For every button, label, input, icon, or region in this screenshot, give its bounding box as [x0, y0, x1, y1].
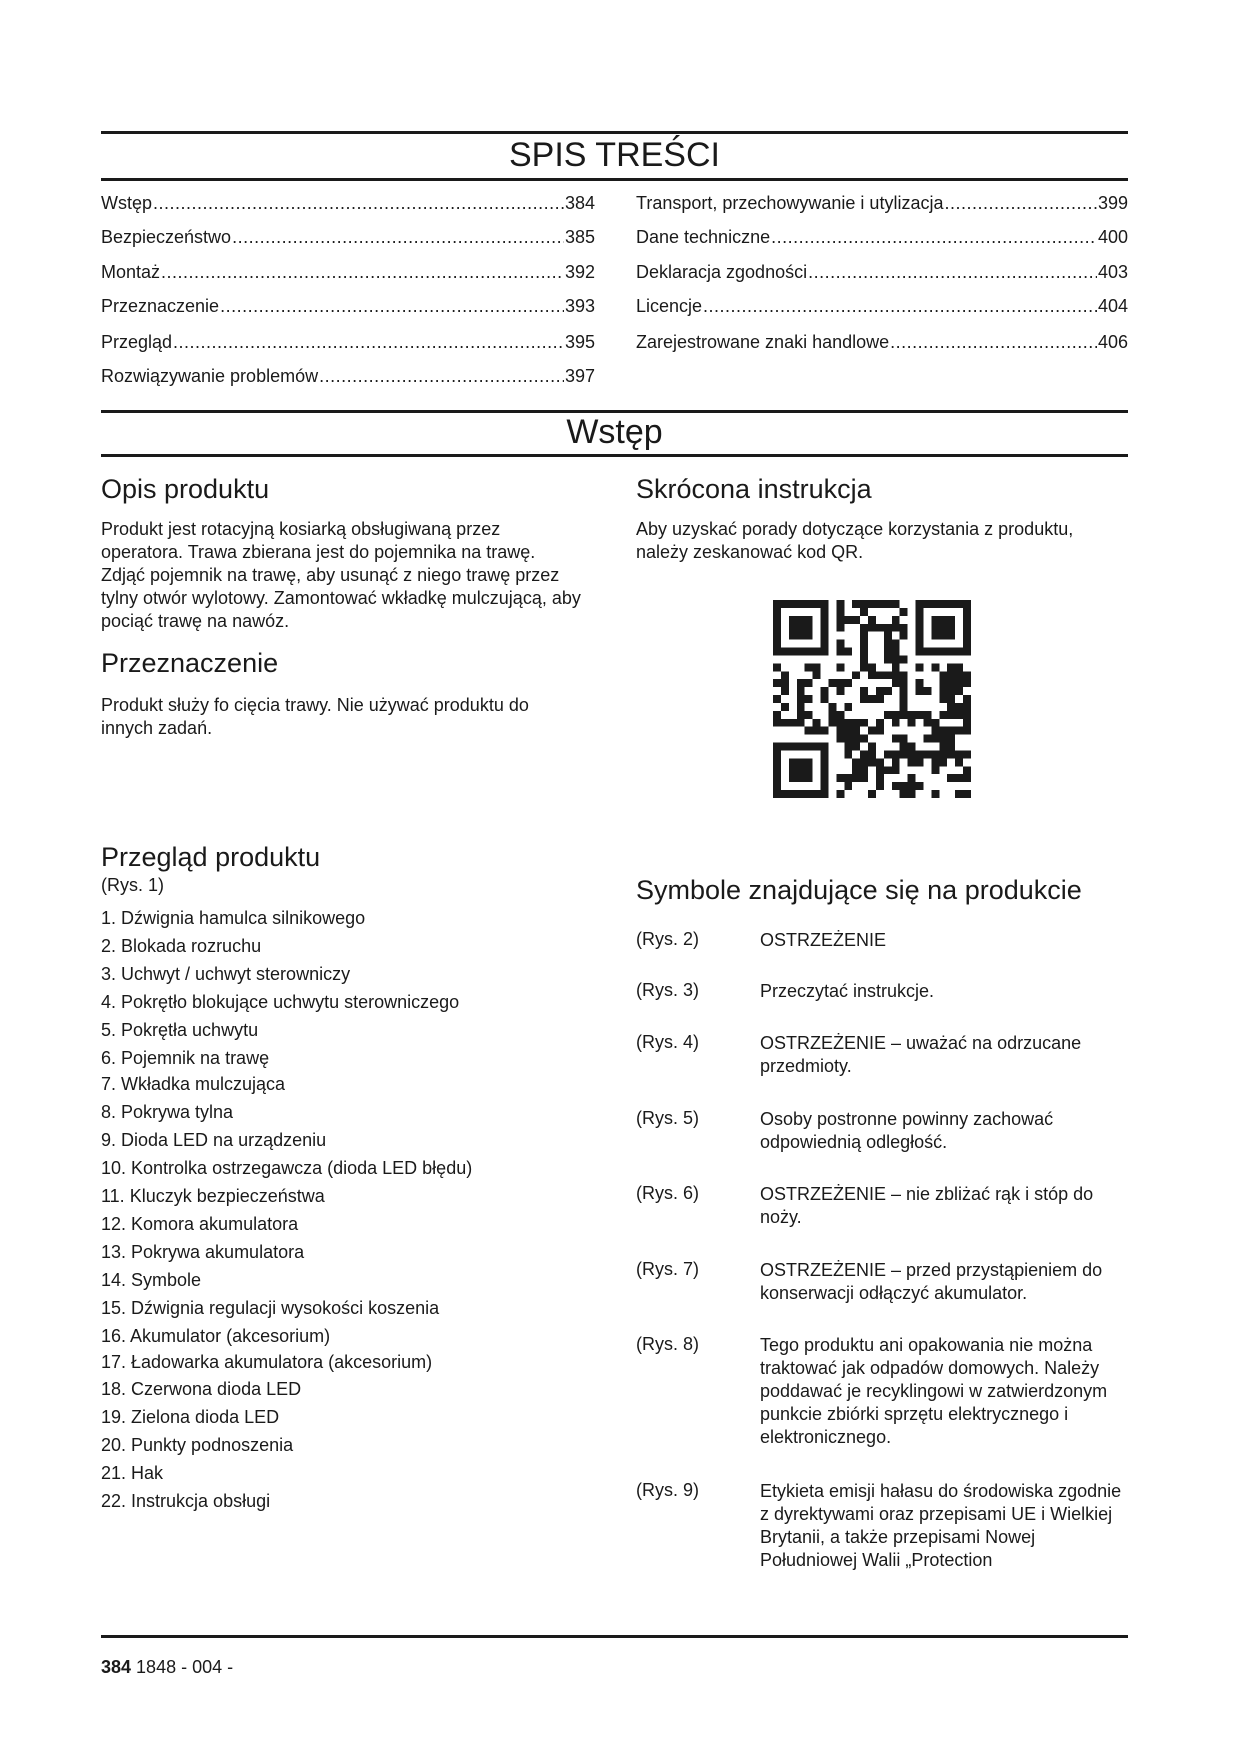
toc-title: SPIS TREŚCI	[509, 136, 720, 174]
intro-bottom-rule	[101, 454, 1128, 457]
intended-use-text: Produkt służy fo cięcia trawy. Nie używać produktu do innych zadań.	[101, 695, 529, 738]
list-item: 16. Akumulator (akcesorium)	[101, 1326, 331, 1346]
product-description-text: Produkt jest rotacyjną kosiarką obsługiwaną przez operatora. Trawa zbierana jest do pojemnika na trawę. Zdjąć pojemnik na trawę, aby usunąć z niego trawę przez tylny otwór wylotowy. Zamontować wkładkę mulczującą, aby pociąć trawę na nawóz.	[101, 519, 581, 631]
page-footer	[101, 1657, 233, 1678]
symbol-description: Tego produktu ani opakowania nie można traktować jak odpadów domowych. Należy poddawać je recyklingowi w zatwierdzonym punkcie zbiórki sprzętu elektrycznego i elektronicznego.	[760, 1335, 1108, 1447]
symbol-figure-ref: (Rys. 4)	[636, 1032, 699, 1052]
symbol-figure-ref: (Rys. 5)	[636, 1108, 699, 1128]
symbol-description: Osoby postronne powinny zachować odpowiednią odległość.	[760, 1109, 1054, 1152]
toc-entry[interactable]: Rozwiązywanie problemów ..... 397	[101, 366, 595, 387]
list-item: 21. Hak	[101, 1463, 164, 1483]
list-item: 3. Uchwyt / uchwyt sterowniczy	[101, 964, 351, 984]
list-item: 17. Ładowarka akumulatora (akcesorium)	[101, 1352, 433, 1372]
symbol-figure-ref: (Rys. 6)	[636, 1183, 699, 1203]
quick-guide-text: Aby uzyskać porady dotyczące korzystania z produktu, należy zeskanować kod QR.	[636, 519, 1074, 562]
qr-code[interactable]	[773, 600, 971, 798]
toc-entry[interactable]: Wstęp ..... 384	[101, 193, 595, 214]
toc-entry[interactable]: Przegląd ..... 395	[101, 332, 595, 353]
toc-entry[interactable]: Deklaracja zgodności ..... 403	[636, 262, 1128, 283]
list-item: 9. Dioda LED na urządzeniu	[101, 1130, 327, 1150]
overview-figure-ref: (Rys. 1)	[101, 875, 164, 895]
symbol-description: Przeczytać instrukcje.	[760, 981, 935, 1001]
list-item: 11. Kluczyk bezpieczeństwa	[101, 1186, 325, 1206]
symbol-description: OSTRZEŻENIE – nie zbliżać rąk i stóp do noży.	[760, 1184, 1094, 1227]
intro-title: Wstęp	[566, 413, 663, 451]
list-item: 15. Dźwignia regulacji wysokości koszenia	[101, 1298, 440, 1318]
document-code: 1848 - 004 -	[131, 1657, 234, 1677]
symbol-figure-ref: (Rys. 7)	[636, 1259, 699, 1279]
toc-top-rule	[101, 131, 1128, 134]
list-item: 14. Symbole	[101, 1270, 202, 1290]
toc-bottom-rule	[101, 178, 1128, 181]
symbols-heading: Symbole znajdujące się na produkcie	[636, 875, 1082, 905]
toc-entry[interactable]: Montaż ..... 392	[101, 262, 595, 283]
list-item: 22. Instrukcja obsługi	[101, 1491, 271, 1511]
footer-rule	[101, 1635, 1128, 1638]
symbol-description: Etykieta emisji hałasu do środowiska zgodnie z dyrektywami oraz przepisami UE i Wielkiej Brytanii, a także przepisami Nowej Południowej Walii „Protection	[760, 1481, 1122, 1570]
product-description-heading: Opis produktu	[101, 474, 270, 504]
list-item: 2. Blokada rozruchu	[101, 936, 262, 956]
list-item: 8. Pokrywa tylna	[101, 1102, 234, 1122]
toc-entry[interactable]: Przeznaczenie ..... 393	[101, 296, 595, 317]
symbol-figure-ref: (Rys. 8)	[636, 1334, 699, 1354]
page-number: 384	[101, 1657, 132, 1677]
intended-use-heading: Przeznaczenie	[101, 648, 279, 678]
list-item: 10. Kontrolka ostrzegawcza (dioda LED błędu)	[101, 1158, 473, 1178]
toc-entry[interactable]: Zarejestrowane znaki handlowe ..... 406	[636, 332, 1128, 353]
list-item: 20. Punkty podnoszenia	[101, 1435, 294, 1455]
toc-entry[interactable]: Bezpieczeństwo ..... 385	[101, 227, 595, 248]
symbol-description: OSTRZEŻENIE – uważać na odrzucane przedmioty.	[760, 1033, 1082, 1076]
symbol-figure-ref: (Rys. 9)	[636, 1480, 699, 1500]
toc-entry[interactable]: Transport, przechowywanie i utylizacja ..... 399	[636, 193, 1128, 214]
list-item: 1. Dźwignia hamulca silnikowego	[101, 908, 366, 928]
symbol-description: OSTRZEŻENIE – przed przystąpieniem do konserwacji odłączyć akumulator.	[760, 1260, 1103, 1303]
list-item: 12. Komora akumulatora	[101, 1214, 299, 1234]
toc-entry[interactable]: Licencje ..... 404	[636, 296, 1128, 317]
symbol-figure-ref: (Rys. 3)	[636, 980, 699, 1000]
overview-heading: Przegląd produktu	[101, 842, 321, 872]
list-item: 19. Zielona dioda LED	[101, 1407, 280, 1427]
symbol-figure-ref: (Rys. 2)	[636, 929, 699, 949]
toc-entry[interactable]: Dane techniczne ..... 400	[636, 227, 1128, 248]
list-item: 4. Pokrętło blokujące uchwytu sterowniczego	[101, 992, 460, 1012]
quick-guide-heading: Skrócona instrukcja	[636, 474, 872, 504]
symbol-description: OSTRZEŻENIE	[760, 930, 887, 950]
list-item: 5. Pokrętła uchwytu	[101, 1020, 259, 1040]
list-item: 13. Pokrywa akumulatora	[101, 1242, 305, 1262]
list-item: 18. Czerwona dioda LED	[101, 1379, 302, 1399]
list-item: 7. Wkładka mulczująca	[101, 1074, 286, 1094]
list-item: 6. Pojemnik na trawę	[101, 1048, 270, 1068]
